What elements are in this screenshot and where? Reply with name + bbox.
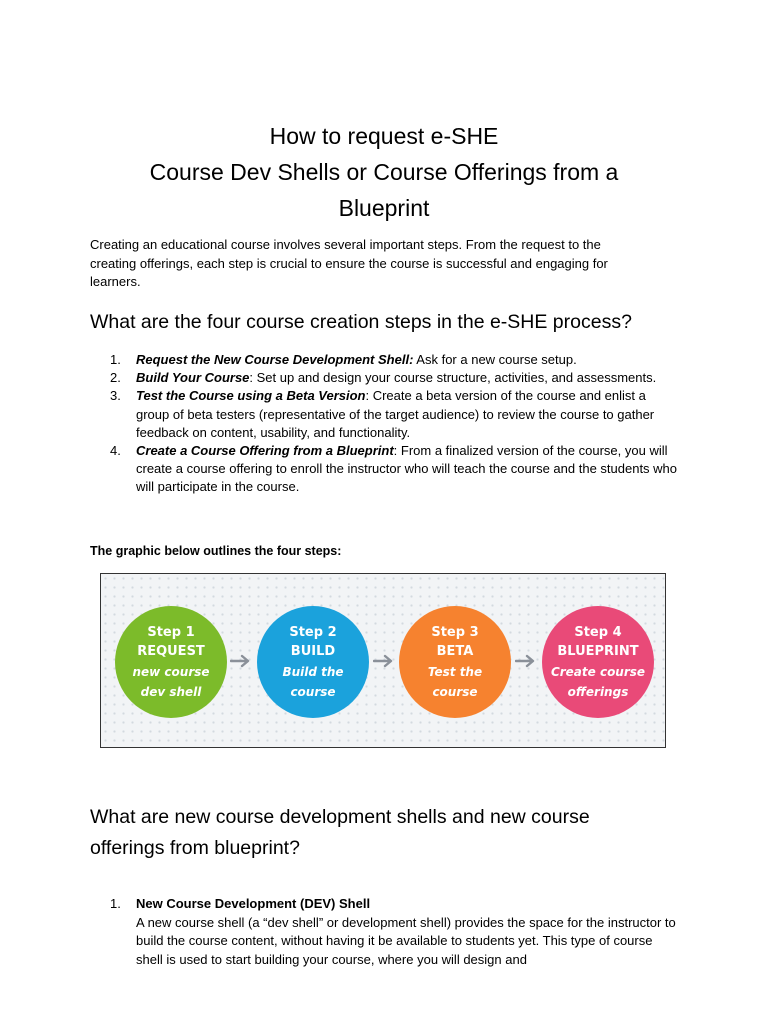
step-desc-line-1: Create course <box>550 664 646 679</box>
list-item-lead: Create a Course Offering from a Blueprint <box>136 443 394 459</box>
step-2-circle <box>257 606 369 718</box>
list-item-text: : Set up and design your course structure, activities, and assessments. <box>249 370 657 386</box>
step-desc-line-2: course <box>290 684 336 699</box>
four-steps-graphic <box>100 573 666 748</box>
list-item <box>110 895 680 969</box>
step-4-circle <box>542 606 654 718</box>
arrow-right-icon <box>230 654 252 668</box>
list-number: 1. <box>110 352 121 367</box>
step-label: Step 2 <box>289 624 337 640</box>
step-name: BLUEPRINT <box>557 643 639 659</box>
title-line-2: Course Dev Shells or Course Offerings from a <box>149 159 619 185</box>
arrow-right-icon <box>515 654 537 668</box>
step-desc-line-1: new course <box>132 664 210 679</box>
list-item-lead: Request the New Course Development Shell: <box>136 352 414 367</box>
section-heading-shells: What are new course development shells and new course offerings from blueprint? <box>90 806 590 859</box>
step-desc-line-2: course <box>432 684 478 699</box>
list-item <box>110 351 680 369</box>
step-desc-line-1: Test the <box>427 664 483 679</box>
step-label: Step 1 <box>147 624 195 640</box>
list-number: 4. <box>110 443 121 459</box>
list-item-text: : Create a beta version of the course and enlist a group of beta testers (representative of the target audience) to review the course to gather feedback on content, usability, and functionality. <box>136 388 655 440</box>
step-desc-line-1: Build the <box>282 664 344 679</box>
step-name: BUILD <box>290 643 336 659</box>
list-item-lead: Test the Course using a Beta Version <box>136 388 366 404</box>
step-label: Step 3 <box>431 624 479 640</box>
definitions-list <box>110 895 680 969</box>
intro-paragraph: Creating an educational course involves several important steps. From the request to the creating offerings, each step is crucial to ensure the course is successful and engaging for learners. <box>90 237 608 289</box>
list-item <box>110 387 680 442</box>
section-heading-steps: What are the four course creation steps in the e-SHE process? <box>90 311 632 333</box>
list-item <box>110 442 680 497</box>
list-number: 3. <box>110 388 121 404</box>
list-item <box>110 369 680 387</box>
list-number: 2. <box>110 370 121 386</box>
step-label: Step 4 <box>574 624 622 640</box>
step-name: BETA <box>436 643 474 659</box>
definition-term: New Course Development (DEV) Shell <box>136 896 371 911</box>
step-3-circle <box>399 606 511 718</box>
step-desc-line-2: offerings <box>567 684 629 699</box>
list-item-text: Ask for a new course setup. <box>413 352 577 367</box>
definition-text: A new course shell (a “dev shell” or development shell) provides the space for the instructor to build the course content, without having it be available to students yet. This type of course shell is used to start building your course, where you will design and <box>136 914 676 967</box>
title-line-3: Blueprint <box>338 195 430 221</box>
arrow-right-icon <box>373 654 395 668</box>
step-name: REQUEST <box>137 643 205 659</box>
list-number: 1. <box>110 896 121 911</box>
step-desc-line-2: dev shell <box>140 684 202 699</box>
step-1-circle <box>115 606 227 718</box>
title-line-1: How to request e-SHE <box>269 123 499 149</box>
graphic-caption: The graphic below outlines the four steps: <box>90 544 342 558</box>
page-title <box>90 118 678 226</box>
steps-list <box>110 351 680 497</box>
list-item-text: : From a finalized version of the course, you will create a course offering to enroll the instructor who will teach the course and the students who will participate in the course. <box>136 443 678 495</box>
list-item-lead: Build Your Course <box>136 370 250 386</box>
